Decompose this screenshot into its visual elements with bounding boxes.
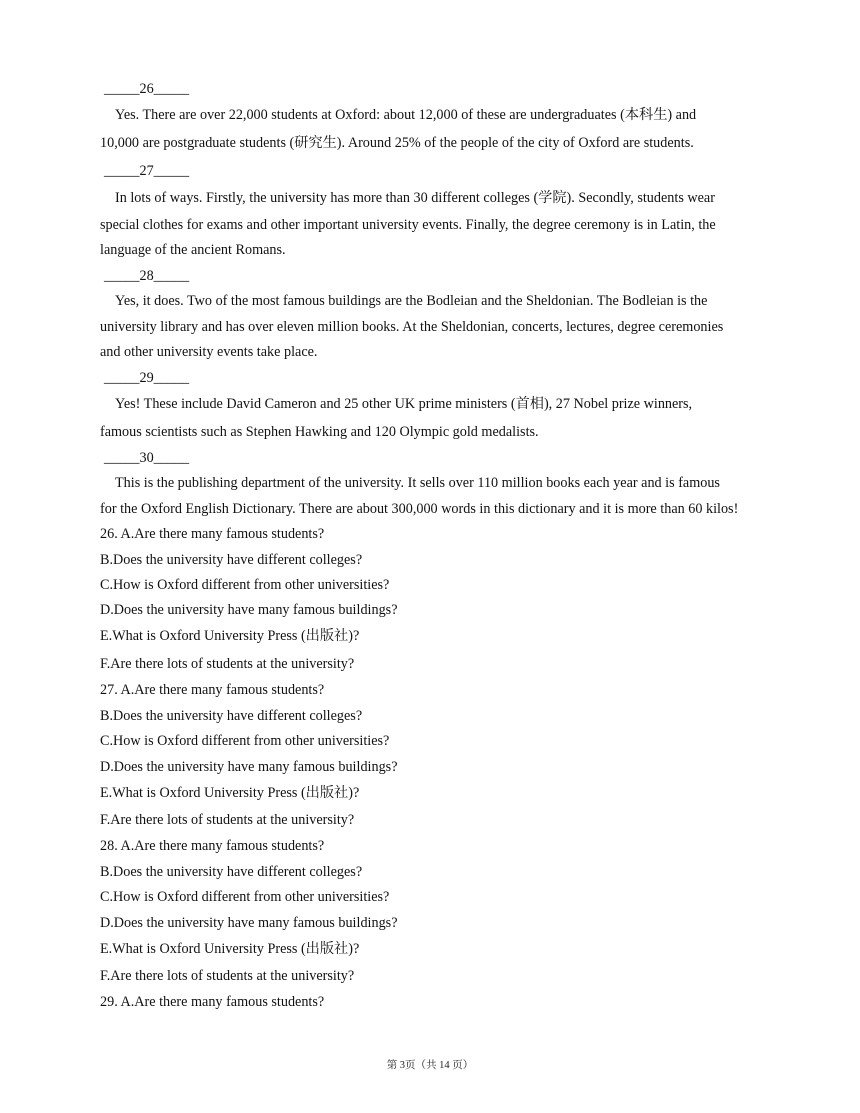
- q26-option-f: F.Are there lots of students at the university?: [100, 656, 355, 672]
- answer-28-line-3: and other university events take place.: [100, 344, 318, 360]
- q26-option-a: 26. A.Are there many famous students?: [100, 526, 325, 542]
- q27-option-c: C.How is Oxford different from other universities?: [100, 733, 390, 749]
- q27-option-a: 27. A.Are there many famous students?: [100, 682, 325, 698]
- q28-option-e: E.What is Oxford University Press (出版社)?: [100, 941, 360, 957]
- answer-29-line-2: famous scientists such as Stephen Hawking and 120 Olympic gold medalists.: [100, 424, 539, 440]
- blank-26: _____26_____: [104, 81, 190, 97]
- q26-option-e: E.What is Oxford University Press (出版社)?: [100, 628, 360, 644]
- answer-27-line-1: In lots of ways. Firstly, the university has more than 30 different colleges (学院). Secondly, students wear: [115, 190, 715, 206]
- answer-26-line-2: 10,000 are postgraduate students (研究生). Around 25% of the people of the city of Oxford are students.: [100, 135, 694, 151]
- answer-27-line-3: language of the ancient Romans.: [100, 242, 286, 258]
- q26-option-d: D.Does the university have many famous buildings?: [100, 602, 398, 618]
- blank-29: _____29_____: [104, 370, 190, 386]
- q27-option-f: F.Are there lots of students at the university?: [100, 812, 355, 828]
- answer-30-line-2: for the Oxford English Dictionary. There are about 300,000 words in this dictionary and it is more than 60 kilos!: [100, 501, 739, 517]
- answer-27-line-2: special clothes for exams and other important university events. Finally, the degree ceremony is in Latin, the: [100, 217, 716, 233]
- blank-28: _____28_____: [104, 268, 190, 284]
- blank-27: _____27_____: [104, 163, 190, 179]
- blank-30: _____30_____: [104, 450, 190, 466]
- q27-option-d: D.Does the university have many famous buildings?: [100, 759, 398, 775]
- page-footer: 第 3页（共 14 页）: [386, 1060, 474, 1071]
- q28-option-f: F.Are there lots of students at the university?: [100, 968, 355, 984]
- answer-30-line-1: This is the publishing department of the university. It sells over 110 million books each year and is famous: [115, 475, 720, 491]
- answer-28-line-1: Yes, it does. Two of the most famous buildings are the Bodleian and the Sheldonian. The Bodleian is the: [115, 293, 708, 309]
- q26-option-b: B.Does the university have different colleges?: [100, 552, 363, 568]
- q27-option-b: B.Does the university have different colleges?: [100, 708, 363, 724]
- q26-option-c: C.How is Oxford different from other universities?: [100, 577, 390, 593]
- q28-option-c: C.How is Oxford different from other universities?: [100, 889, 390, 905]
- q28-option-a: 28. A.Are there many famous students?: [100, 838, 325, 854]
- answer-29-line-1: Yes! These include David Cameron and 25 other UK prime ministers (首相), 27 Nobel prize winners,: [115, 396, 693, 412]
- q28-option-b: B.Does the university have different colleges?: [100, 864, 363, 880]
- answer-28-line-2: university library and has over eleven million books. At the Sheldonian, concerts, lectures, degree ceremonies: [100, 319, 724, 335]
- q27-option-e: E.What is Oxford University Press (出版社)?: [100, 785, 360, 801]
- answer-26-line-1: Yes. There are over 22,000 students at Oxford: about 12,000 of these are undergraduates (本科生) and: [115, 107, 697, 123]
- q29-option-a: 29. A.Are there many famous students?: [100, 994, 325, 1010]
- q28-option-d: D.Does the university have many famous buildings?: [100, 915, 398, 931]
